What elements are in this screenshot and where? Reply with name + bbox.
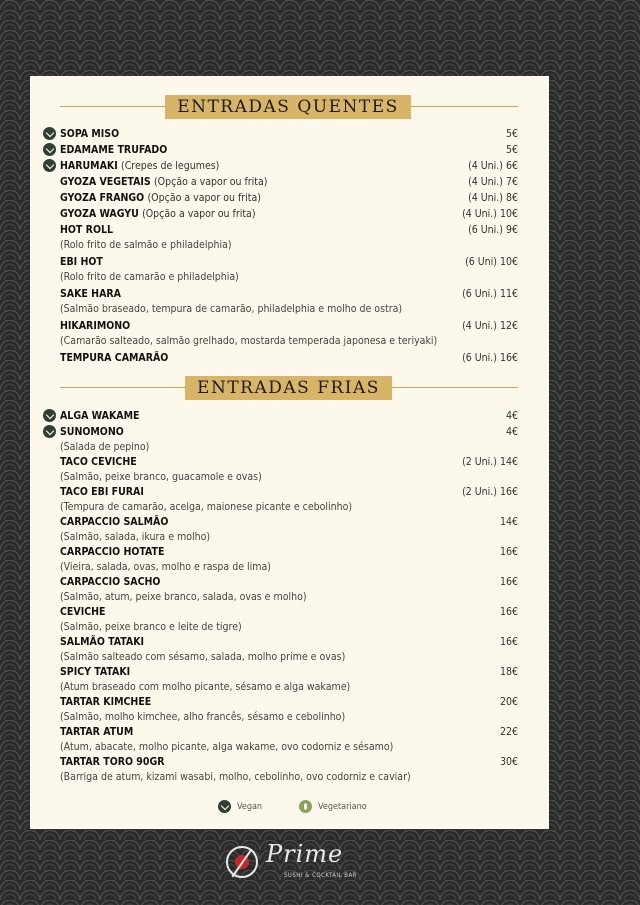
menu-item-row	[60, 454, 518, 470]
menu-item	[60, 634, 518, 664]
sushi-logo-icon	[226, 846, 258, 878]
menu-item-row	[60, 514, 518, 530]
menu-item-row	[60, 286, 518, 302]
menu-item-row	[60, 754, 518, 770]
legend-vegan	[218, 800, 278, 816]
menu-item-name	[60, 142, 167, 158]
menu-item-name	[60, 350, 168, 366]
menu-item-price: (6 Uni.) 11€	[462, 288, 518, 300]
menu-item-name	[60, 664, 130, 680]
menu-item-title: TACO EBI FURAI	[60, 486, 144, 498]
menu-item-name	[60, 724, 133, 740]
menu-item-title: SPICY TATAKI	[60, 666, 131, 678]
menu-item-row	[60, 694, 518, 710]
menu-item	[60, 222, 518, 252]
menu-item-title: TARTAR KIMCHEE	[60, 696, 152, 708]
vegetarian-icon	[299, 800, 312, 813]
menu-item-title: TACO CEVICHE	[60, 456, 137, 468]
menu-item-title: HIKARIMONO	[60, 320, 131, 332]
menu-item-name	[60, 604, 106, 620]
menu-item-description: (Tempura de camarão, acelga, maionese picante e cebolinho)	[60, 501, 353, 513]
menu-item-description: (Rolo frito de salmão e philadelphia)	[60, 239, 232, 251]
menu-item-description: (Salmão, atum, peixe branco, salada, ovas e molho)	[60, 591, 307, 603]
menu-item-name	[60, 484, 144, 500]
menu-item-name	[60, 514, 168, 530]
menu-item-row	[60, 664, 518, 680]
menu-item-price: 5€	[505, 144, 518, 156]
menu-item-name	[60, 190, 261, 206]
menu-item-price: 4€	[505, 426, 518, 438]
menu-item-name	[60, 286, 121, 302]
menu-item-price: (6 Uni.) 16€	[462, 352, 518, 364]
menu-item-title: TARTAR TORO 90GR	[60, 756, 165, 768]
menu-item-name	[60, 424, 124, 440]
menu-item-title: SALMÃO TATAKI	[60, 636, 145, 648]
menu-item-price: 16€	[499, 576, 518, 588]
menu-item-title: EBI HOT	[60, 256, 103, 268]
menu-item-name	[60, 754, 164, 770]
menu-item-price: (6 Uni) 10€	[465, 256, 518, 268]
menu-item	[60, 350, 518, 366]
menu-item	[60, 142, 518, 158]
menu-item-title: GYOZA WAGYU	[60, 208, 139, 220]
menu-item-price: (2 Uni.) 14€	[462, 456, 518, 468]
menu-item-row	[60, 206, 518, 222]
menu-item-row	[60, 408, 518, 424]
logo-wordmark: Prime	[266, 840, 344, 868]
menu-item-price: (4 Uni.) 10€	[462, 208, 518, 220]
vegan-icon	[43, 159, 56, 172]
menu-item-price: (4 Uni.) 7€	[468, 176, 518, 188]
menu-item-price: (4 Uni.) 12€	[462, 320, 518, 332]
menu-item-price: 22€	[499, 726, 518, 738]
menu-item-row	[60, 190, 518, 206]
menu-item-description: (Salada de pepino)	[60, 441, 150, 453]
menu-item-description: (Salmão, salada, ikura e molho)	[60, 531, 211, 543]
menu-item-price: 5€	[505, 128, 518, 140]
menu-item-row	[60, 254, 518, 270]
menu-item-row	[60, 574, 518, 590]
menu-item-description: (Salmão braseado, tempura de camarão, philadelphia e molho de ostra)	[60, 303, 403, 315]
menu-item-row	[60, 318, 518, 334]
menu-item-row	[60, 350, 518, 366]
menu-item	[60, 206, 518, 222]
menu-item-price: 20€	[499, 696, 518, 708]
menu-item-row	[60, 424, 518, 440]
menu-item	[60, 318, 518, 348]
menu-item-name	[60, 634, 144, 650]
menu-item-row	[60, 634, 518, 650]
menu-item-name	[60, 694, 151, 710]
vegan-icon	[43, 425, 56, 438]
menu-item-title: GYOZA FRANGO	[60, 192, 145, 204]
menu-item	[60, 254, 518, 284]
menu-item-title: SOPA MISO	[60, 128, 120, 140]
vegan-icon	[43, 127, 56, 140]
menu-item-name	[60, 206, 256, 222]
menu-item	[60, 544, 518, 574]
menu-card	[30, 76, 549, 829]
menu-item-title: CEVICHE	[60, 606, 106, 618]
vegan-icon	[43, 143, 56, 156]
menu-item-title: GYOZA VEGETAIS	[60, 176, 151, 188]
menu-item	[60, 514, 518, 544]
menu-item-price: 4€	[505, 410, 518, 422]
menu-item-name	[60, 254, 103, 270]
menu-item-name	[60, 544, 164, 560]
menu-item-note: (Crepes de legumes)	[121, 160, 220, 172]
menu-item-title: HARUMAKI	[60, 160, 118, 172]
section-header-hot	[30, 95, 549, 119]
menu-item-row	[60, 724, 518, 740]
menu-item-name	[60, 174, 267, 190]
legend-vegetarian	[299, 800, 389, 816]
menu-item	[60, 454, 518, 484]
menu-item-description: (Rolo frito de camarão e philadelphia)	[60, 271, 239, 283]
menu-item-note: (Opção a vapor ou frita)	[142, 208, 256, 220]
menu-item-row	[60, 222, 518, 238]
menu-item-description: (Salmão, peixe branco e leite de tigre)	[60, 621, 242, 633]
menu-item-price: (6 Uni.) 9€	[468, 224, 518, 236]
menu-item-title: CARPACCIO HOTATE	[60, 546, 165, 558]
legend-label: Vegetariano	[318, 802, 367, 812]
menu-item-row	[60, 142, 518, 158]
menu-item-price: 30€	[499, 756, 518, 768]
menu-item-description: (Atum, abacate, molho picante, alga wakame, ovo codorniz e sésamo)	[60, 741, 394, 753]
menu-item-description: (Barriga de atum, kizami wasabi, molho, cebolinho, ovo codorniz e caviar)	[60, 771, 411, 783]
menu-item-row	[60, 544, 518, 560]
menu-item-row	[60, 484, 518, 500]
menu-item-title: ALGA WAKAME	[60, 410, 140, 422]
menu-item	[60, 286, 518, 316]
menu-item-name	[60, 318, 130, 334]
section-title: ENTRADAS QUENTES	[165, 95, 411, 119]
menu-item	[60, 754, 518, 784]
menu-item	[60, 408, 518, 424]
menu-item-title: HOT ROLL	[60, 224, 114, 236]
menu-item-price: (4 Uni.) 8€	[468, 192, 518, 204]
menu-item	[60, 604, 518, 634]
menu-item-description: (Salmão salteado com sésamo, salada, molho prime e ovas)	[60, 651, 346, 663]
menu-item-price: 14€	[499, 516, 518, 528]
menu-item-title: SAKE HARA	[60, 288, 121, 300]
menu-item-row	[60, 604, 518, 620]
menu-item-row	[60, 158, 518, 174]
menu-item-description: (Salmão, molho kimchee, alho francês, sésamo e cebolinho)	[60, 711, 346, 723]
menu-item-description: (Camarão salteado, salmão grelhado, mostarda temperada japonesa e teriyaki)	[60, 335, 438, 347]
menu-item-row	[60, 174, 518, 190]
menu-item-row	[60, 126, 518, 142]
vegan-icon	[218, 800, 231, 813]
menu-item-price: 18€	[499, 666, 518, 678]
menu-item-name	[60, 222, 113, 238]
menu-item-name	[60, 158, 219, 174]
menu-item-price: (4 Uni.) 6€	[468, 160, 518, 172]
menu-item-title: CARPACCIO SALMÃO	[60, 516, 169, 528]
menu-item-price: 16€	[499, 546, 518, 558]
menu-item	[60, 190, 518, 206]
menu-item-name	[60, 454, 137, 470]
menu-item	[60, 694, 518, 724]
menu-item-name	[60, 408, 139, 424]
brand-logo	[226, 840, 356, 886]
menu-item	[60, 574, 518, 604]
menu-item-title: SUNOMONO	[60, 426, 124, 438]
menu-item	[60, 126, 518, 142]
menu-item	[60, 484, 518, 514]
menu-item	[60, 724, 518, 754]
logo-tagline: SUSHI & COCKTAIL BAR	[284, 872, 357, 879]
menu-item-note: (Opção a vapor ou frita)	[147, 192, 261, 204]
menu-item-description: (Salmão, peixe branco, guacamole e ovas)	[60, 471, 262, 483]
menu-item-description: (Atum braseado com molho picante, sésamo e alga wakame)	[60, 681, 351, 693]
menu-item-title: TARTAR ATUM	[60, 726, 134, 738]
menu-item-note: (Opção a vapor ou frita)	[154, 176, 268, 188]
menu-item-name	[60, 126, 119, 142]
menu-item-title: TEMPURA CAMARÃO	[60, 352, 169, 364]
menu-item-name	[60, 574, 160, 590]
menu-item-price: 16€	[499, 636, 518, 648]
section-header-cold	[30, 376, 549, 400]
section-title: ENTRADAS FRIAS	[185, 376, 392, 400]
menu-item-price: (2 Uni.) 16€	[462, 486, 518, 498]
menu-item-title: CARPACCIO SACHO	[60, 576, 161, 588]
legend-label: Vegan	[237, 802, 263, 812]
vegan-icon	[43, 409, 56, 422]
menu-item	[60, 424, 518, 454]
menu-item	[60, 158, 518, 174]
menu-item	[60, 174, 518, 190]
menu-item	[60, 664, 518, 694]
menu-item-description: (Vieira, salada, ovas, molho e raspa de lima)	[60, 561, 271, 573]
menu-item-price: 16€	[499, 606, 518, 618]
menu-item-title: EDAMAME TRUFADO	[60, 144, 168, 156]
